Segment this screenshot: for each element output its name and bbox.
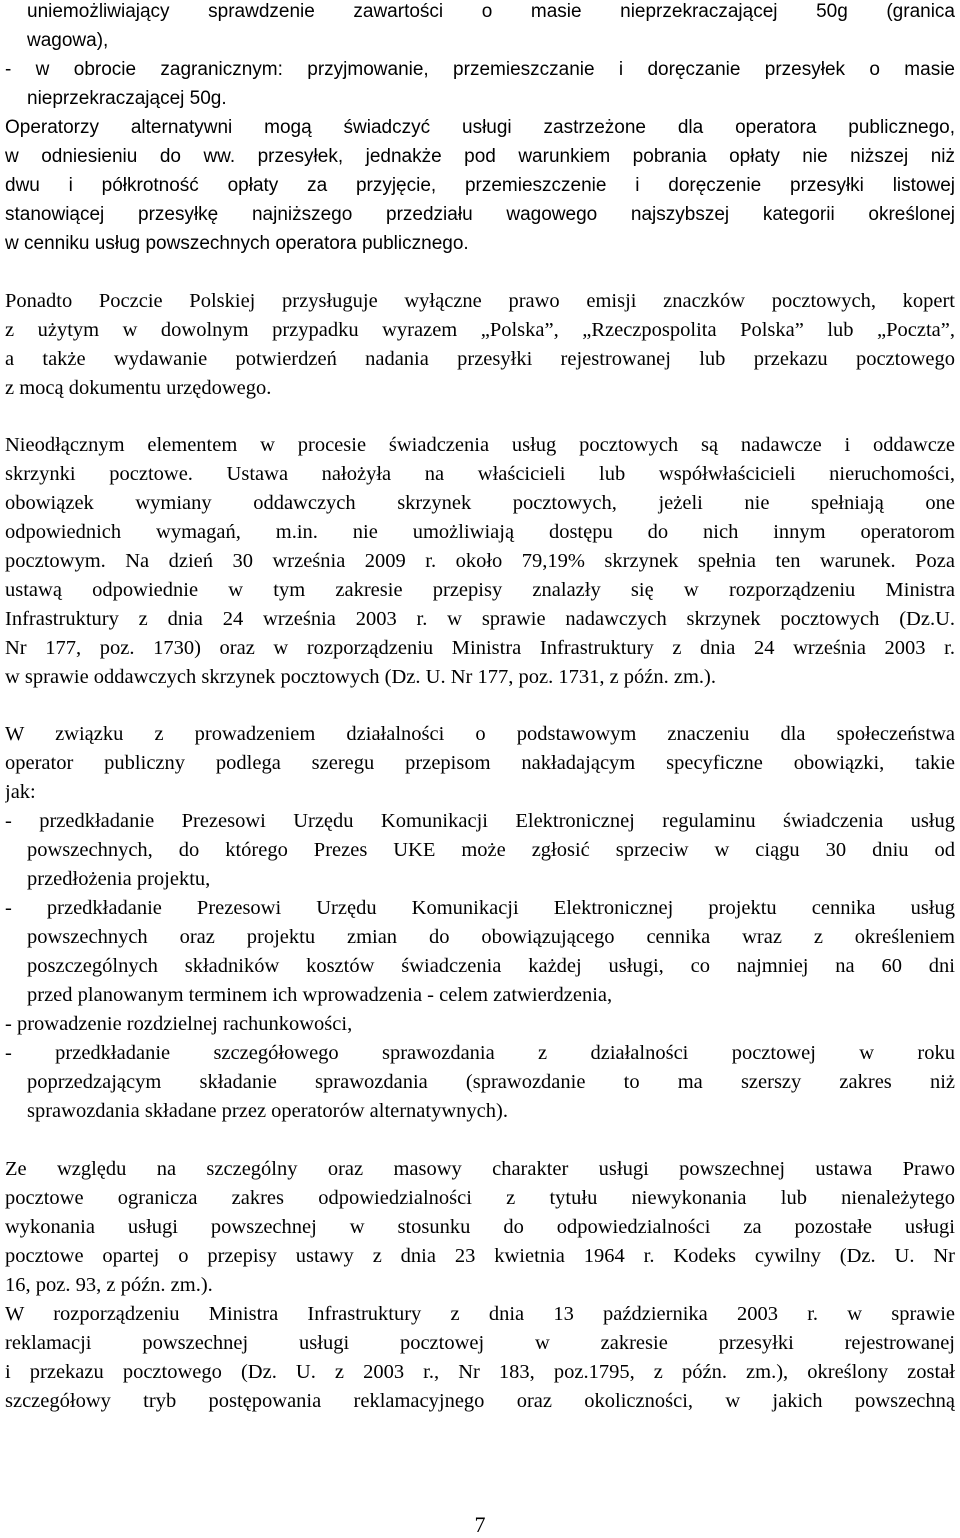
text-line: Ze względu na szczególny oraz masowy charakter usługi powszechnej ustawa Prawo	[5, 1158, 955, 1180]
text-line: operator publiczny podlega szeregu przepisom nakładającym specyficzne obowiązki, takie	[5, 752, 955, 774]
list-item: - prowadzenie rozdzielnej rachunkowości,	[5, 1013, 353, 1035]
text-line: Infrastruktury z dnia 24 września 2003 r. w sprawie nadawczych skrzynek pocztowych (Dz.U.	[5, 608, 955, 630]
text-line: skrzynki pocztowe. Ustawa nałożyła na właścicieli lub współwłaścicieli nieruchomości,	[5, 463, 955, 485]
text-line: przed planowanym terminem ich wprowadzenia - celem zatwierdzenia,	[27, 984, 613, 1006]
text-line: nieprzekraczającej 50g.	[27, 88, 227, 109]
text-line: przedłożenia projektu,	[27, 868, 211, 890]
list-item: - przedkładanie Prezesowi Urzędu Komunikacji Elektronicznej projektu cennika usług	[5, 897, 955, 919]
text-line: Nieodłącznym elementem w procesie świadczenia usług pocztowych są nadawcze i oddawcze	[5, 434, 955, 456]
text-line: Nr 177, poz. 1730) oraz w rozporządzeniu Ministra Infrastruktury z dnia 24 września 2003 r.	[5, 637, 955, 659]
text-line: pocztowe opartej o przepisy ustawy z dnia 23 kwietnia 1964 r. Kodeks cywilny (Dz. U. Nr	[5, 1245, 955, 1267]
text-line: poszczególnych składników kosztów świadczenia każdej usługi, co najmniej na 60 dni	[27, 955, 955, 977]
text-line: 16, poz. 93, z późn. zm.).	[5, 1274, 213, 1296]
text-line: W rozporządzeniu Ministra Infrastruktury z dnia 13 października 2003 r. w sprawie	[5, 1303, 955, 1325]
text-line: W związku z prowadzeniem działalności o podstawowym znaczeniu dla społeczeństwa	[5, 723, 955, 745]
text-line: z mocą dokumentu urzędowego.	[5, 377, 272, 399]
text-line: reklamacji powszechnej usługi pocztowej w zakresie przesyłki rejestrowanej	[5, 1332, 955, 1354]
text-line: poprzedzającym składanie sprawozdania (sprawozdanie to ma szerszy zakres niż	[27, 1071, 955, 1093]
text-line: pocztowym. Na dzień 30 września 2009 r. około 79,19% skrzynek spełnia ten warunek. Poza	[5, 550, 955, 572]
text-line: z użytym w dowolnym przypadku wyrazem „Polska”, „Rzeczpospolita Polska” lub „Poczta”,	[5, 319, 955, 341]
text-line: a także wydawanie potwierdzeń nadania przesyłki rejestrowanej lub przekazu pocztowego	[5, 348, 955, 370]
text-line: powszechnych oraz projektu zmian do obowiązującego cennika wraz z określeniem	[27, 926, 955, 948]
text-line: w cenniku usług powszechnych operatora publicznego.	[5, 233, 469, 254]
text-line: uniemożliwiający sprawdzenie zawartości o masie nieprzekraczającej 50g (granica	[27, 1, 955, 22]
list-item: - przedkładanie szczegółowego sprawozdania z działalności pocztowej w roku	[5, 1042, 955, 1064]
list-item: - przedkładanie Prezesowi Urzędu Komunikacji Elektronicznej regulaminu świadczenia usług	[5, 810, 955, 832]
page-number: 7	[474, 1512, 486, 1537]
text-line: odpowiednich wymagań, m.in. nie umożliwiają dostępu do nich innym operatorom	[5, 521, 955, 543]
text-line: dwu i półkrotność opłaty za przyjęcie, przemieszczenie i doręczenie przesyłki listowej	[5, 175, 955, 196]
text-line: w sprawie oddawczych skrzynek pocztowych (Dz. U. Nr 177, poz. 1731, z późn. zm.).	[5, 666, 717, 688]
text-line: Operatorzy alternatywni mogą świadczyć usługi zastrzeżone dla operatora publicznego,	[5, 117, 955, 138]
text-line: wykonania usługi powszechnej w stosunku do odpowiedzialności za pozostałe usługi	[5, 1216, 955, 1238]
text-line: powszechnych, do którego Prezes UKE może zgłosić sprzeciw w ciągu 30 dniu od	[27, 839, 955, 861]
text-line: pocztowe ogranicza zakres odpowiedzialności z tytułu niewykonania lub nienależytego	[5, 1187, 955, 1209]
text-line: jak:	[5, 781, 36, 803]
text-line: szczegółowy tryb postępowania reklamacyjnego oraz okoliczności, w jakich powszechną	[5, 1390, 955, 1412]
text-line: i przekazu pocztowego (Dz. U. z 2003 r., Nr 183, poz.1795, z późn. zm.), określony został	[5, 1361, 955, 1383]
text-line: sprawozdania składane przez operatorów alternatywnych).	[27, 1100, 508, 1122]
text-line: Ponadto Poczcie Polskiej przysługuje wyłączne prawo emisji znaczków pocztowych, kopert	[5, 290, 955, 312]
text-line: obowiązek wymiany oddawczych skrzynek pocztowych, jeżeli nie spełniają one	[5, 492, 955, 514]
text-line: wagowa),	[27, 30, 109, 51]
text-line: ustawą odpowiednie w tym zakresie przepisy znalazły się w rozporządzeniu Ministra	[5, 579, 955, 601]
text-line: stanowiącej przesyłkę najniższego przedziału wagowego najszybszej kategorii określonej	[5, 204, 955, 225]
text-line: - w obrocie zagranicznym: przyjmowanie, przemieszczanie i doręczanie przesyłek o masie	[5, 59, 955, 80]
text-line: w odniesieniu do ww. przesyłek, jednakże pod warunkiem pobrania opłaty nie niższej niż	[5, 146, 955, 167]
